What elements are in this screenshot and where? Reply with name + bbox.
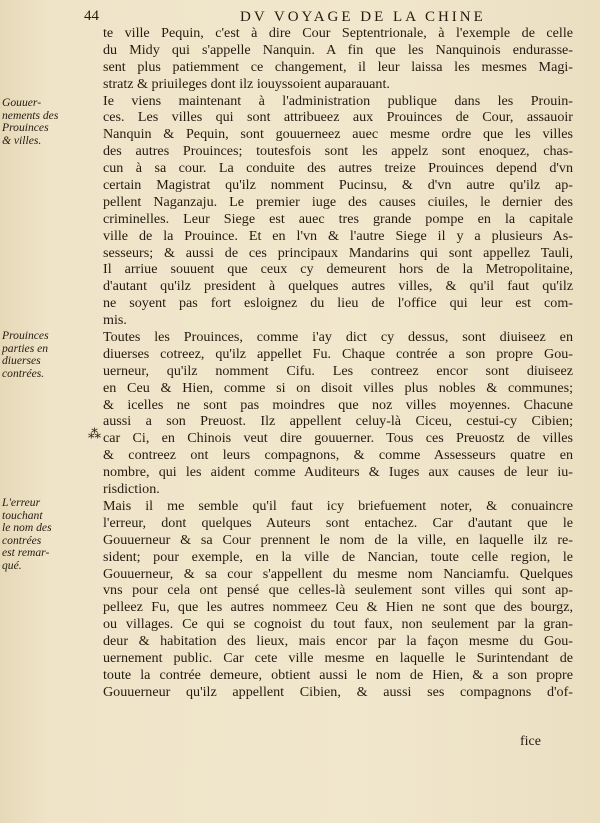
text-line: risdiction.: [103, 481, 160, 498]
text-line: ces. Les villes qui sont attribueez aux Prouinces de Cour, assauoir: [103, 109, 573, 126]
text-line: sident; pour exemple, en la ville de Nancian, toute celle region, le: [103, 548, 573, 565]
text-line: ville de la Prouince. Et en l'vn & l'autre Siege il y a plusieurs As-: [103, 227, 573, 244]
text-line: Gouuerneur & sa Cour prennent le nom de la ville, en laquelle ilz re-: [103, 531, 573, 548]
text-line: certain Magistrat qu'ilz nomment Pucinsu, & d'vn autre qu'ilz ap-: [103, 177, 573, 194]
text-line: diuerses cotreez, qu'ilz appellet Fu. Chaque contrée a son propre Gou-: [103, 345, 573, 362]
marginal-note-line: & villes.: [2, 133, 42, 147]
text-line: pellent Naganzaju. Le premier iuge des causes ciuiles, le dernier des: [103, 193, 573, 210]
marginal-note-line: parties en: [2, 341, 49, 355]
text-line: deur & habitation des lieux, mais encor par la façon mesme du Gou-: [103, 633, 573, 650]
marginal-note-line: qué.: [2, 558, 22, 572]
text-line: uernement public. Car cete ville mesme en laquelle le Surintendant de: [103, 649, 573, 666]
text-line: du Midy qui s'appelle Nanquin. A fin que les Nanquinois endurasse-: [103, 41, 573, 58]
text-line: mis.: [103, 312, 127, 329]
text-line: d'autant qu'ilz president à quelques autres villes, & qu'il faut qu'ilz: [103, 278, 573, 295]
text-line: ne soyent pas fort esloignez du lieu de l'office qui leur est com-: [103, 295, 573, 312]
catchword: fice: [520, 734, 541, 749]
text-line: toute la contrée demeure, obtient aussi le nom de Hien, & a son propre: [103, 666, 573, 683]
text-line: cun à sa cour. La conduite des autres treize Prouinces depend d'vn: [103, 160, 573, 177]
marginal-note-line: Gouuer-: [2, 96, 42, 109]
paragraph-marker: ⁂: [88, 426, 101, 441]
marginal-note-line: contrées: [2, 533, 42, 547]
text-line: Nanquin & Pequin, sont gouuerneez auec mesme ordre que les villes: [103, 126, 573, 143]
marginal-note-line: est remar-: [2, 546, 50, 559]
text-line: Gouuerneur qu'ilz appellent Cibien, & aussi ses compagnons d'of-: [103, 683, 573, 700]
text-line: ou villages. Ce qui se cognoist du tout faux, non seulement par la gran-: [103, 616, 573, 633]
running-title: DV VOYAGE DE LA CHINE: [240, 9, 486, 25]
marginal-note: [2, 330, 102, 380]
text-line: stratz & priuileges dont ilz iouyssoient auparauant.: [103, 75, 390, 92]
body-text: [103, 25, 573, 701]
text-line: Gouuerneur, & sa cour s'appellent du mesme nom Nanciamfu. Quelques: [103, 565, 573, 582]
text-line: te ville Pequin, c'est à dire Cour Septentrionale, à l'exemple de celle: [103, 25, 573, 41]
marginal-note-line: Prouinces: [2, 329, 49, 342]
text-line: Mais il me semble qu'il faut icy briefuement noter, & conuaincre: [103, 497, 573, 514]
marginal-note-line: Prouinces: [2, 121, 49, 134]
text-line: nombre, qui les aident comme Auditeurs & Iuges aux causes de leur iu-: [103, 464, 573, 481]
text-line: car Ci, en Chinois veut dire gouuerner. Tous ces Preuostz de villes: [103, 430, 573, 447]
marginal-note: [2, 97, 102, 147]
marginal-note-line: diuerses: [2, 354, 41, 367]
marginal-note-line: le nom des: [2, 521, 52, 534]
text-line: sent plus patiemment ce changement, il leur laissa les mesmes Magi-: [103, 58, 573, 75]
text-line: uerneur, qu'ilz nomment Cifu. Les contreez encor sont diuiseez: [103, 362, 573, 379]
marginal-note: [2, 497, 102, 572]
text-line: Il arriue souuent que ceux cy demeurent hors de la Metropolitaine,: [103, 261, 573, 278]
page-number: 44: [84, 8, 99, 24]
text-line: Ie viens maintenant à l'administration publique dans les Prouin-: [103, 92, 573, 109]
text-line: criminelles. Leur Siege est auec tres grande pompe en la capitale: [103, 210, 573, 227]
text-line: vns pour cela ont pensé que celles-là seulement sont villes qui sont ap-: [103, 582, 573, 599]
text-line: & icelles ne sont pas moindres que noz villes moyennes. Chacune: [103, 396, 573, 413]
text-line: Toutes les Prouinces, comme i'ay dict cy dessus, sont diuiseez en: [103, 329, 573, 346]
marginal-note-line: nements des: [2, 108, 59, 122]
text-line: l'erreur, dont quelques Auteurs sont entachez. Car d'autant que le: [103, 514, 573, 531]
text-line: des autres Prouinces; toutesfois sont les appelz sont enoquez, chas-: [103, 143, 573, 160]
marginal-note-line: touchant: [2, 508, 43, 522]
text-line: aussi a son Preuost. Ilz appellent celuy-là Ciceu, cestui-cy Cibien;: [103, 413, 573, 430]
text-line: en Ceu & Hien, comme si on disoit villes plus nobles & communes;: [103, 379, 573, 396]
marginal-note-line: contrées.: [2, 366, 45, 380]
text-line: & contreez ont leurs compagnons, & comme Assesseurs quatre en: [103, 447, 573, 464]
text-line: sesseurs; & aussi de ces principaux Mandarins qui sont appellez Tauli,: [103, 244, 573, 261]
text-line: pelleez Fu, que les autres nommeez Ceu & Hien ne sont que des bourgz,: [103, 599, 573, 616]
marginal-note-line: L'erreur: [2, 496, 41, 509]
